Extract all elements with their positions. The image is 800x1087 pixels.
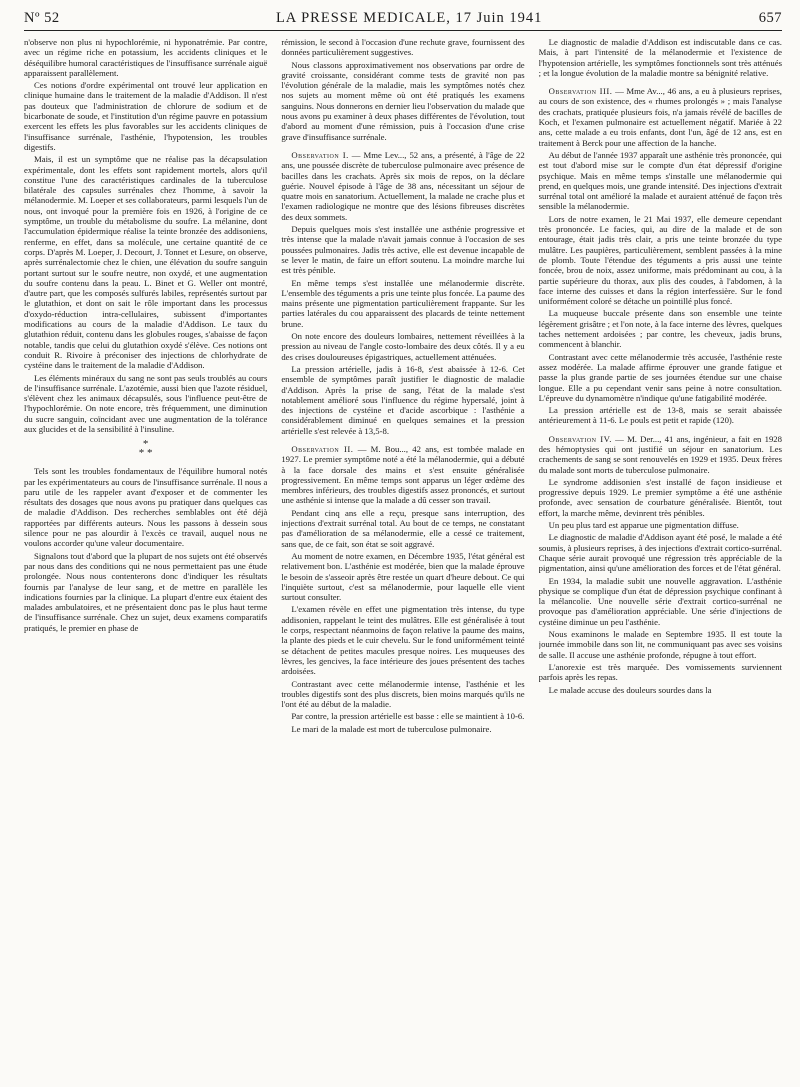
paragraph: Signalons tout d'abord que la plupart de nos sujets ont été observés par nous dans des conditions qui ne nous permettaient pas une étude prolongée. Nous nous contenterons donc d'indiquer les résultats fournis par l'analyse de leur sang, et de mettre en parallèle les indications fournies par la clinique. La plupart d'entre eux étaient des malades ambulatoires, et ne présentaient donc pas le plus haut terme de l'insuffisance surrénale. Chez un sujet, deux examens comparatifs pratiqués, le premier en phase de xyxy=(24,550,268,633)
column-3 xyxy=(539,37,782,1087)
paragraph: Contrastant avec cette mélanodermie très accusée, l'asthénie reste assez modérée. La malade affirme éprouver une grande fatigue et passe la plus grande partie de ses journées étendue sur une chaise longue. Elle a pu cependant venir sans peine à notre consultation. L'épreuve du dynamomètre n'indique qu'une fatigabilité modérée. xyxy=(538,351,782,403)
paragraph: Le mari de la malade est mort de tuberculose pulmonaire. xyxy=(291,723,492,734)
observation-label: Observation II. xyxy=(291,443,354,454)
observation-text: — Mme Av..., 46 ans, a eu à plusieurs reprises, au cours de son existence, des « rhumes prolongés » ; mais l'analyse des crachats, pratiquée plusieurs fois, n'a jamais révélé de bacilles de Koch, et l'examen pulmonaire est actuellement négatif. Mariée à 22 ans, cette malade a eu trois enfants, dont l'un, âgé de 12 ans, est en traitement à Berck pour une affection de la hanche. xyxy=(538,86,782,148)
paragraph: Par contre, la pression artérielle est basse : elle se maintient à 10-6. xyxy=(291,711,525,722)
paragraph: Au début de l'année 1937 apparaît une asthénie très prononcée, qui est tout d'abord mise sur le compte d'un état dépressif d'origine psychique. Mais en même temps s'installe une mélanodermie qui prend, en quelques mois, une grande intensité. Des injections d'extrait surrénal total ont amélioré la malade et auraient atténué de façon très sensible la mélanodermie. xyxy=(538,149,782,212)
observation-label: Observation IV. xyxy=(548,433,612,444)
column-1 xyxy=(24,37,267,1087)
paragraph: L'examen révèle en effet une pigmentation très intense, du type addisonien, rappelant le teint des mulâtres. Elle est généralisée à tout le corps, respectant néanmoins de façon relative la paume des mains, la plante des pieds et le cuir chevelu. Sur le fond uniformément teinté se détachent de petites macules presque noires. Les muqueuses des lèvres, les gencives, la face intérieure des joues présentent des taches ardoisées. xyxy=(281,604,525,677)
paragraph: Nous examinons le malade en Septembre 1935. Il est toute la journée immobile dans son lit, ne communiquant pas avec ses voisins de salle. Il accuse une asthénie profonde, répugne à tout effort. xyxy=(538,629,782,660)
observation-4 xyxy=(539,434,782,475)
paragraph: Le syndrome addisonien s'est installé de façon insidieuse et progressive depuis 1929. Le premier symptôme a été une asthénie profonde, avec sensation de courbature généralisée. Bientôt, tout effort, la marche même, devinrent très pénibles. xyxy=(538,476,782,518)
observation-3 xyxy=(539,86,782,148)
journal-title: LA PRESSE MEDICALE, 17 Juin 1941 xyxy=(275,10,543,26)
paragraph: Les éléments minéraux du sang ne sont pas seuls troublés au cours de l'insuffisance surrénale. L'azotémie, aussi bien que l'azote résiduel, s'élèvent chez les animaux décapsulés, sous l'influence peut-être de l'hypochlorémie. On note encore, très fréquemment, une diminution du sucre sanguin, coïncidant avec une augmentation de la tolérance aux glucides et de la sensibilité à l'insuline. xyxy=(24,372,268,434)
paragraph: La pression artérielle est de 13-8, mais se serait abaissée antérieurement à 11-6. Le pouls est petit et rapide (120). xyxy=(538,405,782,426)
paragraph: Au moment de notre examen, en Décembre 1935, l'état général est relativement bon. L'asthénie est modérée, bien que la malade éprouve le besoin de s'asseoir après être restée un quart d'heure debout. Ce qui l'inquiète surtout, c'est sa mélanodermie, pour laquelle elle vient surtout consulter. xyxy=(281,550,525,603)
paragraph: La pression artérielle, jadis à 16-8, s'est abaissée à 12-6. Cet ensemble de symptômes paraît justifier le diagnostic de maladie d'Addison. Après la prise de sang, l'état de la malade s'est notablement amélioré sous l'influence du régime hypersalé, joint à des injections de cystéine et d'acide ascorbique : l'asthénie a considérablement diminué en quelques semaines et la pression artérielle s'est relevée à 13,5-8. xyxy=(281,363,525,436)
paragraph: En même temps s'est installée une mélanodermie discrète. L'ensemble des téguments a pris une teinte plus foncée. La paume des mains présente une pigmentation particulièrement frappante. Sur les parties latérales du cou apparaissent des placards de teinte nettement brune. xyxy=(281,277,525,329)
paragraph: Lors de notre examen, le 21 Mai 1937, elle demeure cependant très prononcée. Le facies, qui, au dire de la malade et de son entourage, était jadis très clair, a pris une teinte bronzée du type mulâtre. Les paupières, particulièrement, semblent passées à la mine de plomb. Toute l'étendue des téguments a pris aussi une teinte foncée, brou de noix, assez uniforme, mais prédominant au cou, à la partie supérieure du thorax, aux plis des coudes, à l'abdomen, à la face interne des cuisses et dans la région interfessière. Sur le fond uniformément coloré se détache un pointillé plus foncé. xyxy=(538,213,782,307)
paragraph: Nous classons approximativement nos observations par ordre de gravité croissante, considérant comme tests de gravité non pas l'évolution générale de la maladie, mais les symptômes notés chez nos sujets au moment même où ont été pratiqués les examens sanguins. Nous donnerons en dernier lieu l'observation du malade que nous avons pu examiner à deux phases différentes de l'évolution, tout d'abord au moment d'une rémission, puis à l'occasion d'une crise grave d'insuffisance surrénale. xyxy=(281,59,525,142)
page-number: 657 xyxy=(758,10,782,26)
paragraph: Ces notions d'ordre expérimental ont trouvé leur application en clinique humaine dans le traitement de la maladie d'Addison. Il n'est pas douteux que l'administration de chlorure de sodium et de bicarbonate de soude, et l'institution d'un régime pauvre en potassium exercent les effets les plus favorables sur les accidents cliniques de l'insuffisance surrénale, l'asthénie, l'hypotension, les troubles digestifs. xyxy=(24,80,268,152)
paragraph: Le diagnostic de maladie d'Addison est indiscutable dans ce cas. Mais, à part l'intensité de la mélanodermie et l'existence de l'hypotension artérielle, les symptômes fonctionnels sont très atténués ; et la longue évolution de la maladie montre sa bénignité relative. xyxy=(538,37,782,78)
paragraph: n'observe non plus ni hypochlorémie, ni hyponatrémie. Par contre, avec un régime riche en potassium, les accidents cliniques et le déséquilibre humoral caractéristiques de l'insuffisance surrénale aiguë apparaissent parallèlement. xyxy=(24,37,268,78)
text-columns xyxy=(24,37,782,1087)
paragraph: Pendant cinq ans elle a reçu, presque sans interruption, des injections d'extrait surrénal total. Au bout de ce temps, ne constatant pas d'amélioration de sa mélanodermie, elle a cessé ce traitement, sans que, de ce fait, son état se soit aggravé. xyxy=(281,507,525,549)
separator-bottom: * * xyxy=(138,447,153,460)
page-header xyxy=(24,10,782,31)
paragraph: Le diagnostic de maladie d'Addison ayant été posé, le malade a été soumis, à plusieurs reprises, à des injections d'extrait cortico-surrénal. Chaque série aurait provoqué une régression très appréciable de la pigmentation, ainsi qu'une amélioration des forces et de l'état général. xyxy=(538,532,782,574)
issue-number: Nº 52 xyxy=(24,10,60,26)
paragraph: Contrastant avec cette mélanodermie intense, l'asthénie et les troubles digestifs sont des plus discrets, bien moins marqués qu'ils ne l'ont été au début de la maladie. xyxy=(281,678,525,710)
observation-text: — M. Bou..., 42 ans, est tombée malade en 1927. Le premier symptôme noté a été la mélanodermie, qui a débuté à la face dorsale des mains et s'est ensuite généralisée progressivement. En même temps sont apparus un léger œdème des membres inférieurs, des troubles digestifs assez prononcés, et surtout une asthénie si intense que la malade a dû cesser son travail. xyxy=(281,443,525,506)
observation-2 xyxy=(281,444,524,506)
paragraph: On note encore des douleurs lombaires, nettement réveillées à la pression au niveau de l'angle costo-lombaire des deux côtés. Il y a eu des crises douloureuses épigastriques, actuellement atténuées. xyxy=(281,331,525,362)
paragraph: Le malade accuse des douleurs sourdes dans la xyxy=(548,684,712,695)
observation-1 xyxy=(281,150,524,222)
paragraph: Depuis quelques mois s'est installée une asthénie progressive et très intense que la malade n'avait jamais connue à l'occasion de ses poussées pulmonaires. Jadis très active, elle est devenue incapable de se lever le matin, de faire un effort soutenu. La moindre marche lui est très pénible. xyxy=(281,224,525,276)
section-separator xyxy=(24,440,267,458)
paragraph: L'anorexie est très marquée. Des vomissements surviennent parfois après les repas. xyxy=(538,661,782,683)
separator-top: * xyxy=(142,438,149,451)
observation-text: — Mme Lev..., 52 ans, a présenté, à l'âge de 22 ans, une poussée discrète de tuberculose pulmonaire avec présence de bacilles dans les crachats. Après six mois de repos, on la déclare guérie. Nouvel épisode à l'âge de 38 ans, nécessitant un séjour de quatre mois en sanatorium. Actuellement, la malade ne crache plus et l'examen radiologique ne montre que des lésions fibreuses discrètes des deux sommets. xyxy=(281,149,525,222)
paragraph: Tels sont les troubles fondamentaux de l'équilibre humoral notés par les expérimentateurs au cours de l'insuffisance surrénale. Il nous a paru utile de les rappeler avant d'exposer et de commenter les résultats des dosages que nous avons pu pratiquer dans quelques cas de maladie d'Addison. Des recherches semblables ont été déjà rapportées par différents auteurs. Nous les passons à dessein sous silence pour ne pas alourdir à l'excès ce travail, auquel nous ne voulons accorder qu'une valeur documentaire. xyxy=(24,466,268,549)
paragraph: Mais, il est un symptôme que ne réalise pas la décapsulation expérimentale, dont les effets sont rapidement mortels, alors qu'il constitue l'une des caractéristiques cardinales de la tuberculose bilatérale des capsules surrénales chez l'homme, à savoir la mélanodermie. M. Loeper et ses collaborateurs, parmi lesquels l'un de nous, ont invoqué pour la première fois en 1926, à l'origine de ce symptôme, un trouble du métabolisme du soufre. La mélanine, dont l'accumulation épidermique réalise la teinte bronzée des addisoniens, renferme, en effet, dans sa molécule, une certaine quantité de ce corps. D'après M. Loeper, J. Decourt, J. Tonnet et Lesure, on observe, après surrénalectomie chez le chien, une élévation du soufre sanguin portant surtout sur le soufre neutre, non oxydé, et une augmentation du soufre contenu dans la peau. L. Binet et G. Weller ont montré, d'autre part, que les composés sulfurés labiles, représentés surtout par le glutathion, et dont on sait le rôle important dans les processus d'oxydo-réduction intra-cellulaires, subissent d'importantes modifications au cours de la maladie d'Addison. Le taux du glutathion réduit, contenu dans les globules rouges, s'abaisse de façon notable, tandis que celui du glutathion oxydé s'élève. Ces notions ont conduit R. Rivoire à préconiser des injections de chlorhydrate de cystéine dans le traitement de la maladie d'Addison. xyxy=(24,154,268,371)
observation-text: — M. Der..., 41 ans, ingénieur, a fait en 1928 des hémoptysies qui ont justifié un séjour en sanatorium. Les crachements de sang se sont renouvelés en 1929 et 1935. Deux frères du malade sont morts de tuberculose pulmonaire. xyxy=(538,433,782,475)
column-2 xyxy=(281,37,524,1087)
paragraph: rémission, le second à l'occasion d'une rechute grave, fournissent des données particulièrement suggestives. xyxy=(281,37,525,58)
paragraph: En 1934, la maladie subit une nouvelle aggravation. L'asthénie physique se complique d'un état de dépression psychique confinant à la mélancolie. Une nouvelle série d'extrait cortico-surrénal ne provoque pas d'amélioration appréciable. Une série d'injections de cystéine diminue un peu l'asthénie. xyxy=(538,575,782,627)
paragraph: Un peu plus tard est apparue une pigmentation diffuse. xyxy=(548,520,739,531)
observation-label: Observation I. xyxy=(291,149,349,160)
paragraph: La muqueuse buccale présente dans son ensemble une teinte légèrement grisâtre ; et l'on note, à la face interne des lèvres, quelques taches nettement ardoisées ; par contre, les cheveux, jadis bruns, commencent à blanchir. xyxy=(538,308,782,350)
observation-label: Observation III. xyxy=(548,86,613,97)
